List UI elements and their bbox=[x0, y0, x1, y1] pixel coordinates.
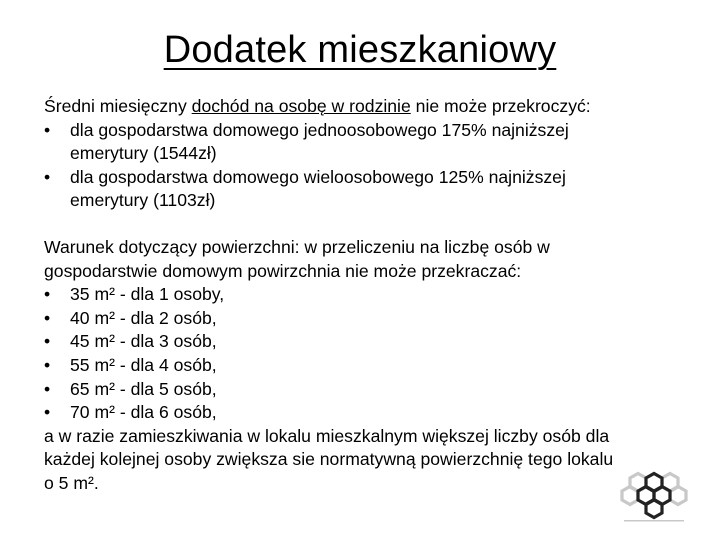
area-item: • 55 m² - dla 4 osób, bbox=[44, 354, 709, 378]
area-item: • 70 m² - dla 6 osób, bbox=[44, 401, 709, 425]
income-item-multi-line2: emerytury (1103zł) bbox=[70, 190, 216, 211]
area-intro-line2: gospodarstwie domowym powirzchnia nie może przekraczać: bbox=[44, 260, 522, 281]
area-intro-line1: Warunek dotyczący powierzchni: w przeliczeniu na liczbę osób w bbox=[44, 236, 550, 257]
title-text: Dodatek mieszkaniowy bbox=[163, 29, 557, 71]
area-closing-line3: o 5 m². bbox=[44, 472, 99, 493]
income-item-multi-line1: • dla gospodarstwa domowego wieloosobowego 125% najniższej bbox=[70, 166, 566, 187]
income-item-single bbox=[44, 119, 709, 166]
income-intro-post: nie może przekroczyć: bbox=[410, 96, 591, 116]
area-item: • 35 m² - dla 1 osoby, bbox=[44, 283, 709, 307]
area-item: • 65 m² - dla 5 osób, bbox=[44, 378, 709, 402]
area-closing-line2: każdej kolejnej osoby zwiększa sie normatywną powierzchnię tego lokalu bbox=[44, 449, 614, 470]
hexagon-logo-icon bbox=[616, 470, 692, 526]
slide-body bbox=[44, 95, 709, 496]
income-item-single-line2: emerytury (1544zł) bbox=[70, 143, 217, 164]
area-closing-line1: a w razie zamieszkiwania w lokalu mieszkalnym większej liczby osób dla bbox=[44, 425, 610, 446]
income-intro-pre: Średni miesięczny bbox=[44, 96, 192, 116]
area-item: • 45 m² - dla 3 osób, bbox=[44, 330, 709, 354]
income-definition-link[interactable]: dochód na osobę w rodzinie bbox=[191, 96, 411, 116]
income-item-single-line1: • dla gospodarstwa domowego jednoosobowego 175% najniższej bbox=[70, 119, 569, 140]
page-title bbox=[0, 26, 720, 74]
section-gap bbox=[44, 213, 709, 236]
area-item: • 40 m² - dla 2 osób, bbox=[44, 307, 709, 331]
income-item-multi bbox=[44, 166, 709, 213]
income-intro bbox=[44, 95, 709, 119]
